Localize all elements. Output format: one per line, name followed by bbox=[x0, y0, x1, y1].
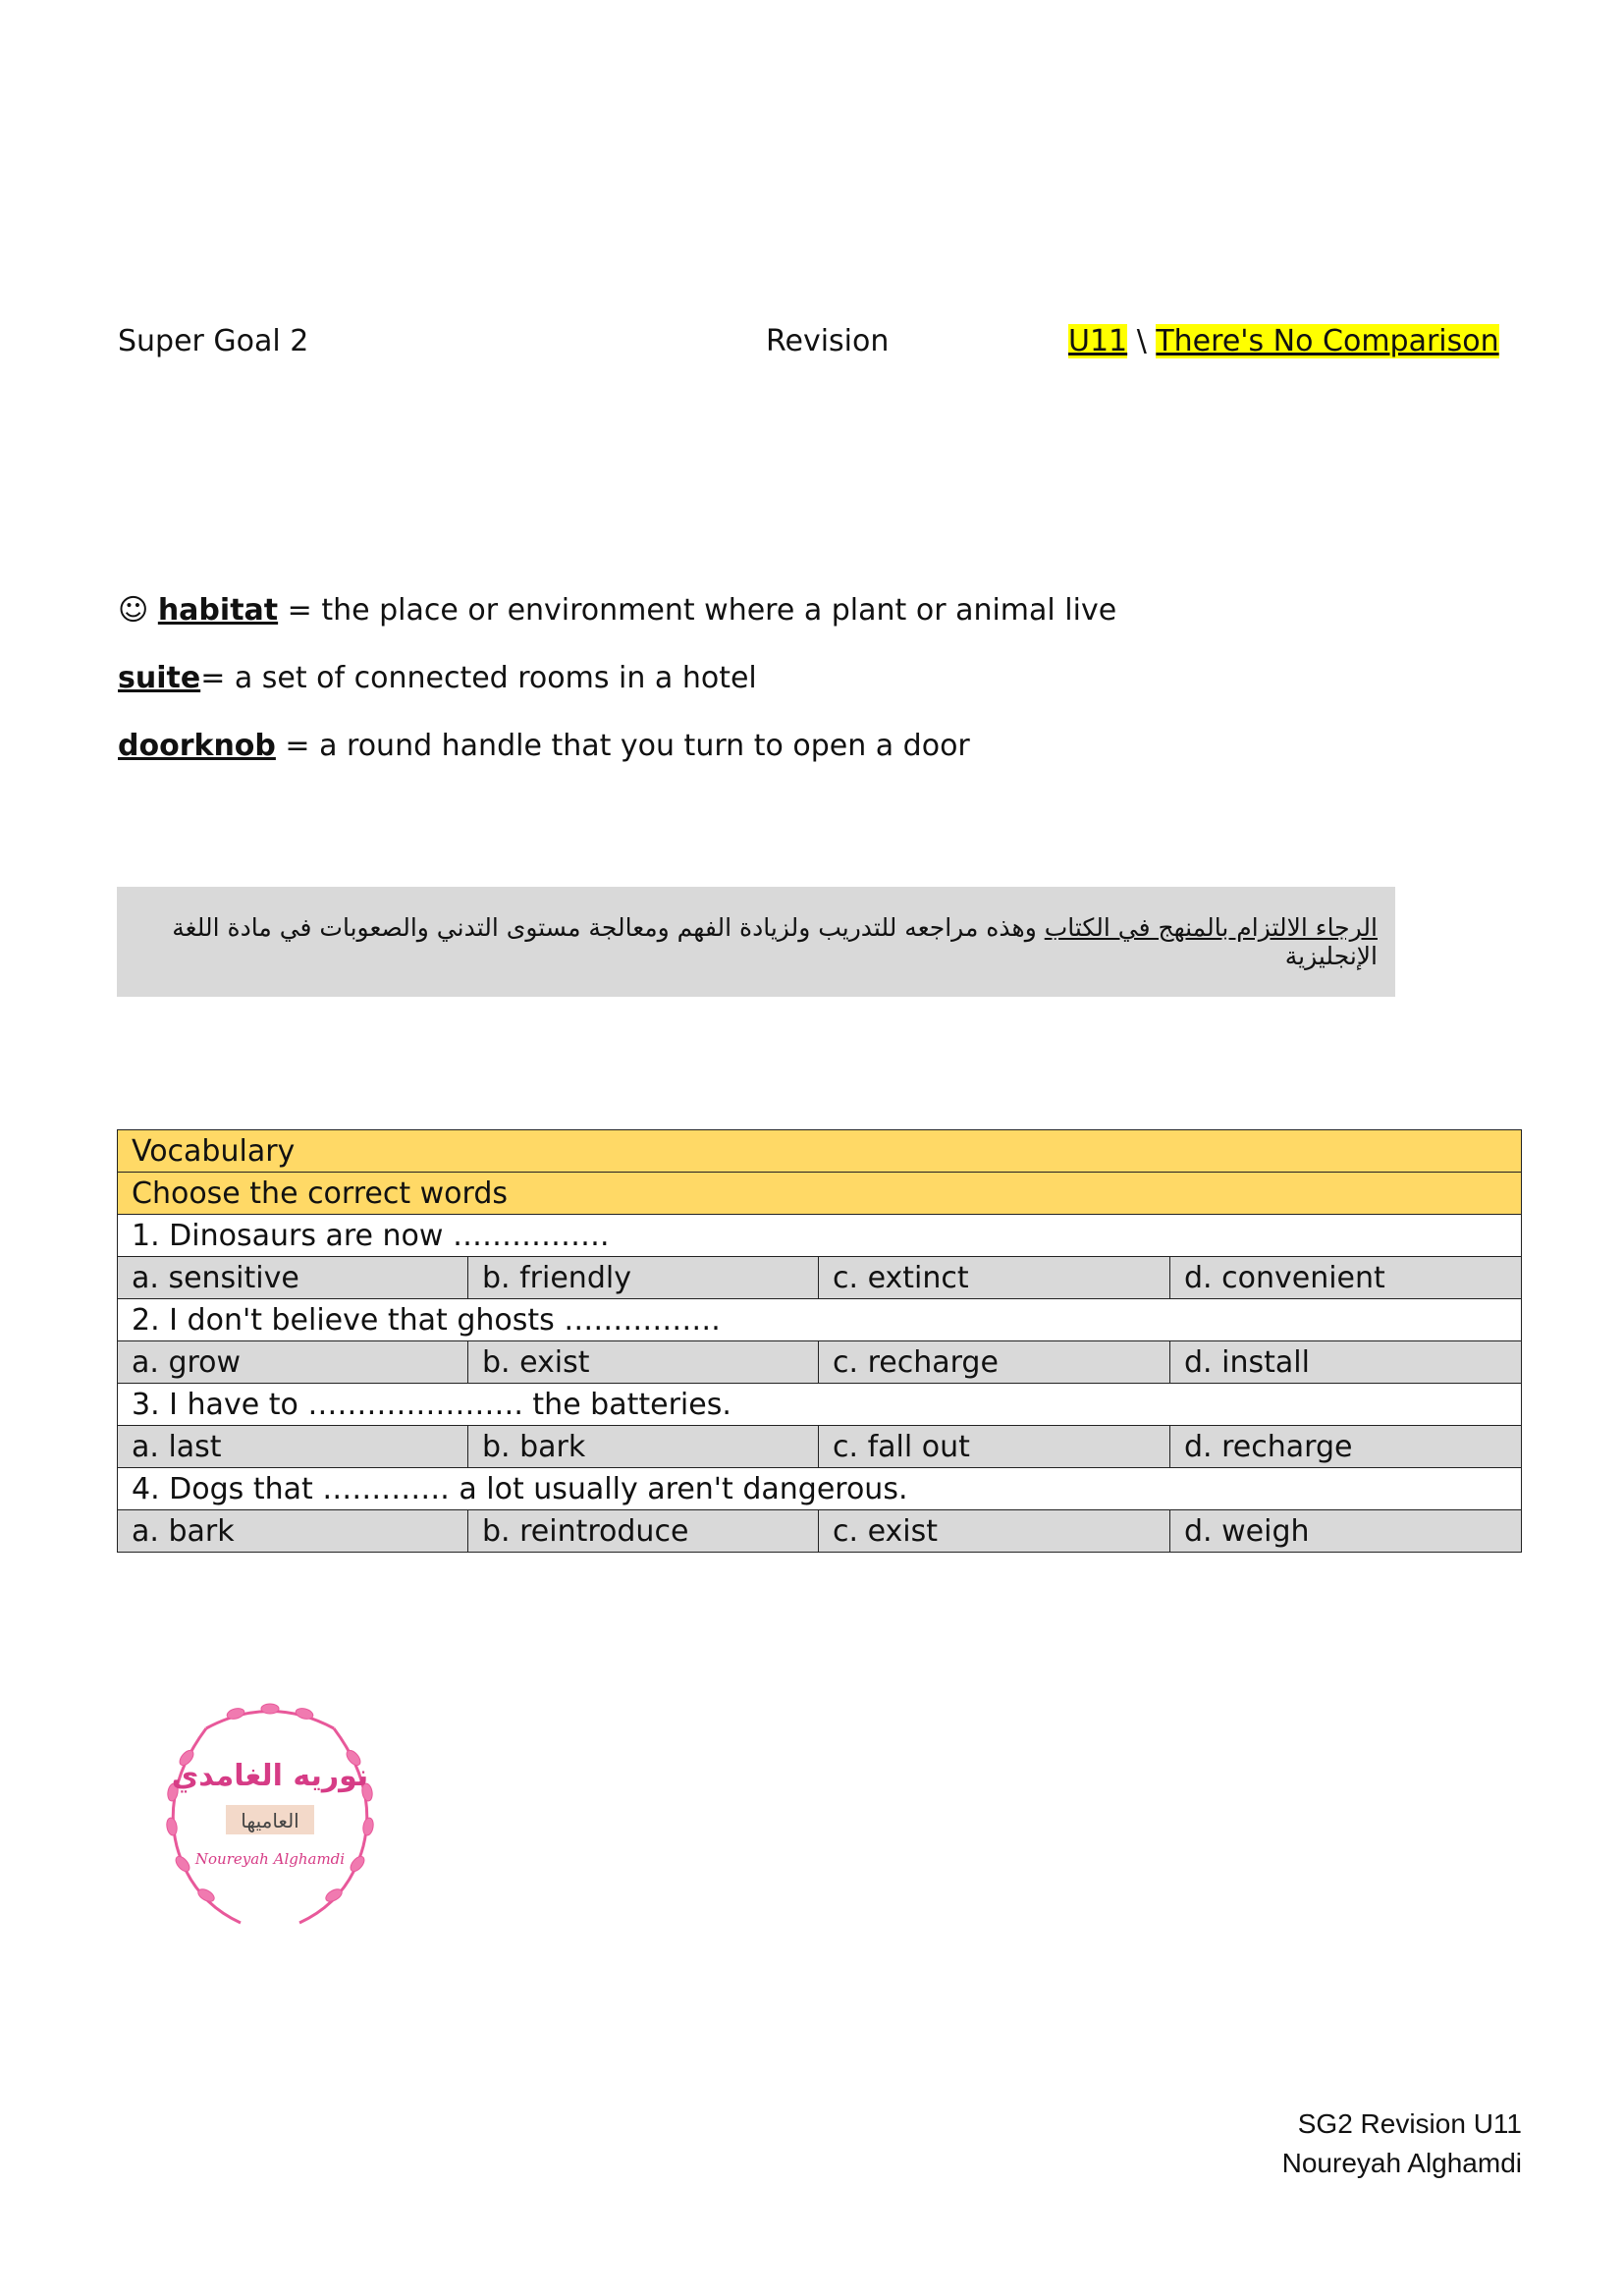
question-text: 3. I have to …………………. the batteries. bbox=[118, 1384, 1522, 1426]
option-c: c. recharge bbox=[819, 1341, 1170, 1384]
stamp-latin-name: Noureyah Alghamdi bbox=[194, 1850, 346, 1868]
option-b: b. exist bbox=[468, 1341, 819, 1384]
definition-text: = the place or environment where a plant or animal live bbox=[278, 593, 1117, 628]
definition-term: habitat bbox=[157, 593, 279, 628]
table-instruction-row bbox=[118, 1173, 1522, 1215]
option-a: a. grow bbox=[118, 1341, 468, 1384]
header-revision-label: Revision bbox=[766, 324, 890, 358]
table-title-row bbox=[118, 1130, 1522, 1173]
option-c: c. extinct bbox=[819, 1257, 1170, 1299]
definition-text: = a set of connected rooms in a hotel bbox=[200, 661, 757, 695]
page-footer bbox=[1208, 2105, 1522, 2183]
definition-habitat bbox=[118, 591, 1116, 630]
option-b: b. reintroduce bbox=[468, 1510, 819, 1553]
stamp-arabic-name: نوريه الغامدي bbox=[171, 1759, 369, 1793]
unit-title: There's No Comparison bbox=[1156, 324, 1499, 358]
options-row bbox=[118, 1257, 1522, 1299]
option-a: a. sensitive bbox=[118, 1257, 468, 1299]
question-row bbox=[118, 1215, 1522, 1257]
table-title: Vocabulary bbox=[118, 1130, 1522, 1173]
question-text: 4. Dogs that …………. a lot usually aren't dangerous. bbox=[118, 1468, 1522, 1510]
option-c: c. fall out bbox=[819, 1426, 1170, 1468]
option-a: a. bark bbox=[118, 1510, 468, 1553]
option-d: d. convenient bbox=[1170, 1257, 1522, 1299]
question-row bbox=[118, 1468, 1522, 1510]
option-b: b. friendly bbox=[468, 1257, 819, 1299]
stamp-arabic-tag: العاميها bbox=[241, 1809, 299, 1832]
option-d: d. recharge bbox=[1170, 1426, 1522, 1468]
definition-term: doorknob bbox=[118, 729, 276, 763]
unit-separator: \ bbox=[1136, 324, 1147, 358]
definition-doorknob bbox=[118, 727, 970, 766]
unit-number: U11 bbox=[1068, 324, 1128, 358]
arabic-note-text bbox=[135, 913, 1378, 970]
arabic-note-rest: وهذه مراجعه للتدريب ولزيادة الفهم ومعالجة مستوى التدني والصعوبات في مادة اللغة الإنجليزية bbox=[172, 913, 1378, 970]
arabic-note-underlined: الرجاء الالتزام بالمنهج في الكتاب bbox=[1044, 913, 1378, 942]
option-d: d. weigh bbox=[1170, 1510, 1522, 1553]
arabic-note-box bbox=[117, 887, 1395, 997]
question-text: 1. Dinosaurs are now ……………. bbox=[118, 1215, 1522, 1257]
question-text: 2. I don't believe that ghosts ……………. bbox=[118, 1299, 1522, 1341]
option-b: b. bark bbox=[468, 1426, 819, 1468]
vocabulary-table bbox=[117, 1129, 1522, 1553]
options-row bbox=[118, 1510, 1522, 1553]
table-instruction: Choose the correct words bbox=[118, 1173, 1522, 1215]
definition-suite bbox=[118, 659, 757, 698]
option-d: d. install bbox=[1170, 1341, 1522, 1384]
definition-term: suite bbox=[118, 661, 201, 695]
question-row bbox=[118, 1299, 1522, 1341]
header-book-title: Super Goal 2 bbox=[118, 324, 309, 358]
footer-line-1: SG2 Revision U11 bbox=[1297, 2108, 1522, 2139]
question-row bbox=[118, 1384, 1522, 1426]
footer-line-2: Noureyah Alghamdi bbox=[1281, 2148, 1522, 2178]
header-unit bbox=[1068, 322, 1499, 361]
option-c: c. exist bbox=[819, 1510, 1170, 1553]
definition-text: = a round handle that you turn to open a door bbox=[275, 729, 970, 763]
smiley-icon: ☺ bbox=[118, 593, 149, 628]
options-row bbox=[118, 1426, 1522, 1468]
author-stamp-logo bbox=[147, 1689, 393, 1944]
option-a: a. last bbox=[118, 1426, 468, 1468]
options-row bbox=[118, 1341, 1522, 1384]
